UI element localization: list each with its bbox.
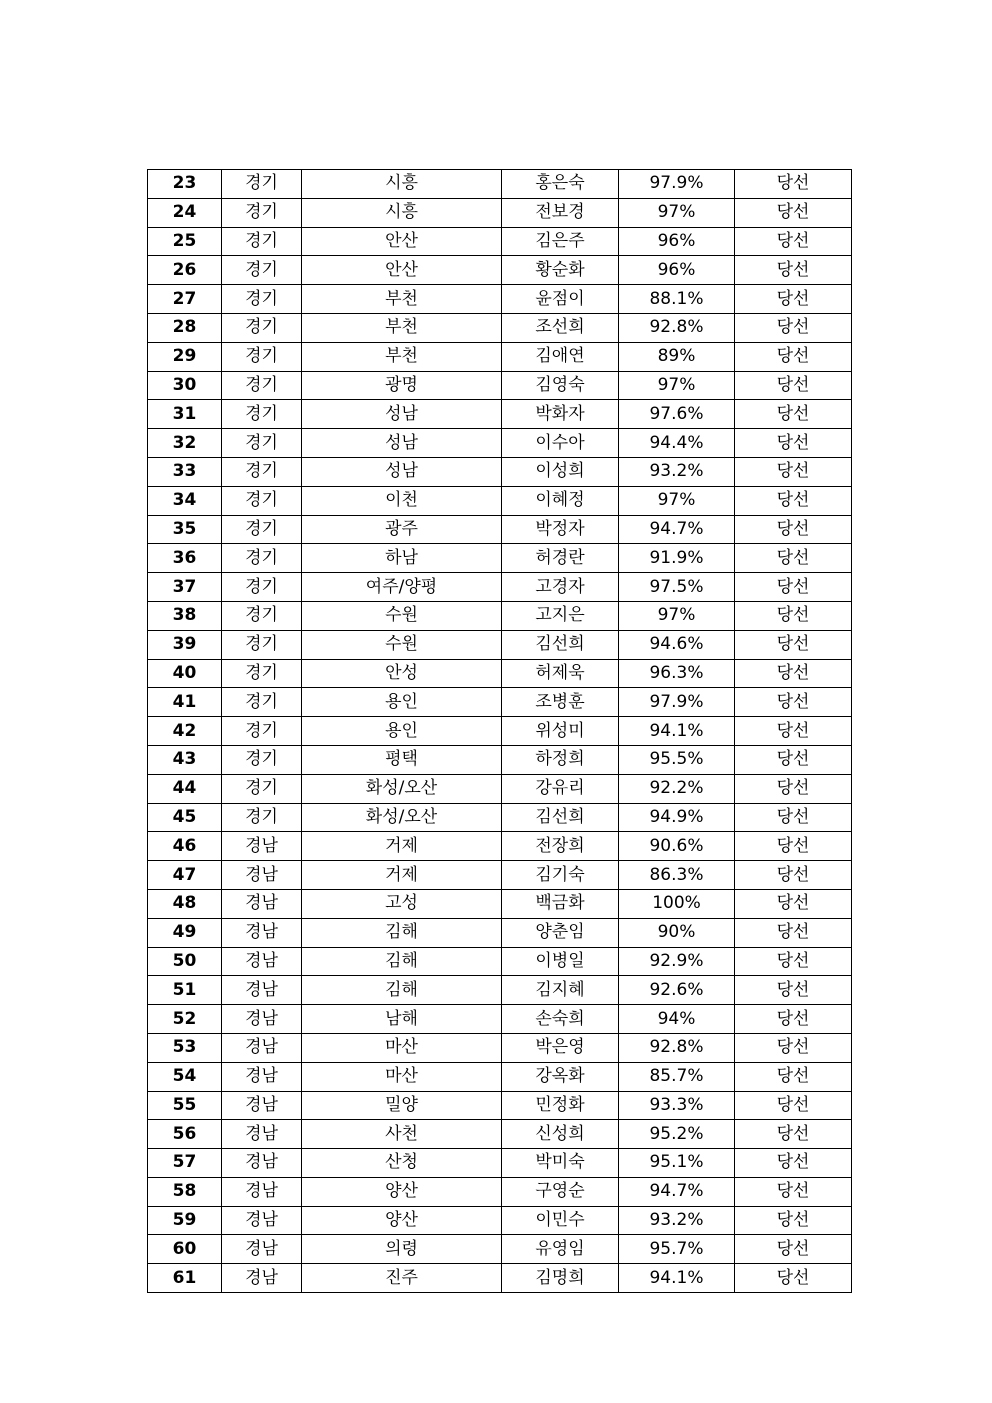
vote-rate-cell: 94% [619, 1005, 735, 1034]
row-number-cell: 27 [148, 285, 222, 314]
row-number-cell: 34 [148, 486, 222, 515]
province-cell: 경남 [222, 1062, 302, 1091]
region-cell: 부천 [302, 342, 502, 371]
region-cell: 부천 [302, 313, 502, 342]
result-cell: 당선 [735, 1206, 852, 1235]
vote-rate-cell: 90% [619, 918, 735, 947]
region-cell: 산청 [302, 1149, 502, 1178]
row-number-cell: 32 [148, 429, 222, 458]
province-cell: 경기 [222, 659, 302, 688]
result-cell: 당선 [735, 947, 852, 976]
row-number-cell: 42 [148, 717, 222, 746]
region-cell: 김해 [302, 976, 502, 1005]
vote-rate-cell: 97% [619, 198, 735, 227]
province-cell: 경기 [222, 429, 302, 458]
table-row [148, 400, 852, 429]
result-cell: 당선 [735, 889, 852, 918]
row-number-cell: 44 [148, 774, 222, 803]
vote-rate-cell: 96% [619, 227, 735, 256]
result-cell: 당선 [735, 1005, 852, 1034]
table-row [148, 659, 852, 688]
result-cell: 당선 [735, 313, 852, 342]
vote-rate-cell: 94.1% [619, 717, 735, 746]
row-number-cell: 24 [148, 198, 222, 227]
region-cell: 평택 [302, 745, 502, 774]
province-cell: 경기 [222, 573, 302, 602]
region-cell: 수원 [302, 601, 502, 630]
table-row [148, 313, 852, 342]
election-results-table [147, 169, 852, 1293]
table-row [148, 1206, 852, 1235]
result-cell: 당선 [735, 1120, 852, 1149]
row-number-cell: 28 [148, 313, 222, 342]
region-cell: 시흥 [302, 198, 502, 227]
row-number-cell: 38 [148, 601, 222, 630]
table-row [148, 371, 852, 400]
result-cell: 당선 [735, 256, 852, 285]
name-cell: 위성미 [502, 717, 619, 746]
name-cell: 신성희 [502, 1120, 619, 1149]
province-cell: 경기 [222, 688, 302, 717]
region-cell: 용인 [302, 688, 502, 717]
row-number-cell: 26 [148, 256, 222, 285]
row-number-cell: 33 [148, 457, 222, 486]
name-cell: 백금화 [502, 889, 619, 918]
result-cell: 당선 [735, 170, 852, 199]
vote-rate-cell: 93.2% [619, 457, 735, 486]
name-cell: 민정화 [502, 1091, 619, 1120]
region-cell: 하남 [302, 544, 502, 573]
province-cell: 경남 [222, 1120, 302, 1149]
province-cell: 경남 [222, 947, 302, 976]
results-table-body [148, 170, 852, 1293]
row-number-cell: 53 [148, 1033, 222, 1062]
vote-rate-cell: 95.5% [619, 745, 735, 774]
vote-rate-cell: 96.3% [619, 659, 735, 688]
region-cell: 의령 [302, 1235, 502, 1264]
row-number-cell: 51 [148, 976, 222, 1005]
name-cell: 김은주 [502, 227, 619, 256]
result-cell: 당선 [735, 486, 852, 515]
region-cell: 사천 [302, 1120, 502, 1149]
province-cell: 경기 [222, 745, 302, 774]
result-cell: 당선 [735, 515, 852, 544]
result-cell: 당선 [735, 371, 852, 400]
region-cell: 밀양 [302, 1091, 502, 1120]
row-number-cell: 52 [148, 1005, 222, 1034]
name-cell: 손숙희 [502, 1005, 619, 1034]
vote-rate-cell: 94.9% [619, 803, 735, 832]
table-row [148, 256, 852, 285]
province-cell: 경남 [222, 832, 302, 861]
province-cell: 경기 [222, 457, 302, 486]
result-cell: 당선 [735, 544, 852, 573]
table-row [148, 515, 852, 544]
name-cell: 조병훈 [502, 688, 619, 717]
province-cell: 경남 [222, 976, 302, 1005]
vote-rate-cell: 94.1% [619, 1264, 735, 1293]
vote-rate-cell: 97.6% [619, 400, 735, 429]
row-number-cell: 49 [148, 918, 222, 947]
name-cell: 고지은 [502, 601, 619, 630]
name-cell: 박정자 [502, 515, 619, 544]
region-cell: 성남 [302, 429, 502, 458]
row-number-cell: 30 [148, 371, 222, 400]
province-cell: 경남 [222, 889, 302, 918]
result-cell: 당선 [735, 400, 852, 429]
province-cell: 경기 [222, 227, 302, 256]
name-cell: 김선희 [502, 803, 619, 832]
province-cell: 경남 [222, 1149, 302, 1178]
table-row [148, 1091, 852, 1120]
row-number-cell: 36 [148, 544, 222, 573]
province-cell: 경기 [222, 285, 302, 314]
result-cell: 당선 [735, 1033, 852, 1062]
province-cell: 경남 [222, 1005, 302, 1034]
name-cell: 김명희 [502, 1264, 619, 1293]
name-cell: 홍은숙 [502, 170, 619, 199]
row-number-cell: 61 [148, 1264, 222, 1293]
table-row [148, 573, 852, 602]
row-number-cell: 43 [148, 745, 222, 774]
name-cell: 고경자 [502, 573, 619, 602]
vote-rate-cell: 97% [619, 601, 735, 630]
table-row [148, 832, 852, 861]
vote-rate-cell: 89% [619, 342, 735, 371]
region-cell: 마산 [302, 1033, 502, 1062]
table-row [148, 1177, 852, 1206]
province-cell: 경남 [222, 1033, 302, 1062]
region-cell: 진주 [302, 1264, 502, 1293]
result-cell: 당선 [735, 1062, 852, 1091]
vote-rate-cell: 91.9% [619, 544, 735, 573]
region-cell: 김해 [302, 947, 502, 976]
row-number-cell: 40 [148, 659, 222, 688]
table-row [148, 1120, 852, 1149]
table-row [148, 717, 852, 746]
result-cell: 당선 [735, 1264, 852, 1293]
region-cell: 마산 [302, 1062, 502, 1091]
vote-rate-cell: 94.6% [619, 630, 735, 659]
table-row [148, 429, 852, 458]
province-cell: 경기 [222, 313, 302, 342]
table-row [148, 601, 852, 630]
vote-rate-cell: 97.5% [619, 573, 735, 602]
table-row [148, 342, 852, 371]
table-row [148, 1033, 852, 1062]
vote-rate-cell: 94.4% [619, 429, 735, 458]
table-row [148, 1149, 852, 1178]
vote-rate-cell: 96% [619, 256, 735, 285]
region-cell: 안산 [302, 256, 502, 285]
table-row [148, 544, 852, 573]
name-cell: 구영순 [502, 1177, 619, 1206]
province-cell: 경기 [222, 803, 302, 832]
table-row [148, 803, 852, 832]
result-cell: 당선 [735, 832, 852, 861]
result-cell: 당선 [735, 227, 852, 256]
region-cell: 부천 [302, 285, 502, 314]
result-cell: 당선 [735, 717, 852, 746]
vote-rate-cell: 95.2% [619, 1120, 735, 1149]
row-number-cell: 60 [148, 1235, 222, 1264]
province-cell: 경기 [222, 774, 302, 803]
region-cell: 용인 [302, 717, 502, 746]
table-row [148, 774, 852, 803]
vote-rate-cell: 92.6% [619, 976, 735, 1005]
name-cell: 김기숙 [502, 861, 619, 890]
name-cell: 김선희 [502, 630, 619, 659]
row-number-cell: 57 [148, 1149, 222, 1178]
region-cell: 성남 [302, 457, 502, 486]
province-cell: 경기 [222, 486, 302, 515]
province-cell: 경기 [222, 170, 302, 199]
region-cell: 양산 [302, 1177, 502, 1206]
table-row [148, 889, 852, 918]
vote-rate-cell: 86.3% [619, 861, 735, 890]
result-cell: 당선 [735, 198, 852, 227]
result-cell: 당선 [735, 1177, 852, 1206]
result-cell: 당선 [735, 803, 852, 832]
name-cell: 이성희 [502, 457, 619, 486]
result-cell: 당선 [735, 601, 852, 630]
row-number-cell: 48 [148, 889, 222, 918]
result-cell: 당선 [735, 573, 852, 602]
row-number-cell: 39 [148, 630, 222, 659]
result-cell: 당선 [735, 457, 852, 486]
vote-rate-cell: 97% [619, 371, 735, 400]
name-cell: 김애연 [502, 342, 619, 371]
name-cell: 김지혜 [502, 976, 619, 1005]
name-cell: 유영임 [502, 1235, 619, 1264]
name-cell: 박화자 [502, 400, 619, 429]
row-number-cell: 45 [148, 803, 222, 832]
name-cell: 조선희 [502, 313, 619, 342]
result-cell: 당선 [735, 861, 852, 890]
name-cell: 김영숙 [502, 371, 619, 400]
province-cell: 경남 [222, 1177, 302, 1206]
vote-rate-cell: 92.9% [619, 947, 735, 976]
name-cell: 황순화 [502, 256, 619, 285]
result-cell: 당선 [735, 1149, 852, 1178]
vote-rate-cell: 92.8% [619, 313, 735, 342]
vote-rate-cell: 97% [619, 486, 735, 515]
row-number-cell: 50 [148, 947, 222, 976]
vote-rate-cell: 97.9% [619, 170, 735, 199]
region-cell: 남해 [302, 1005, 502, 1034]
row-number-cell: 23 [148, 170, 222, 199]
region-cell: 광주 [302, 515, 502, 544]
row-number-cell: 54 [148, 1062, 222, 1091]
province-cell: 경남 [222, 861, 302, 890]
region-cell: 이천 [302, 486, 502, 515]
province-cell: 경기 [222, 630, 302, 659]
region-cell: 성남 [302, 400, 502, 429]
row-number-cell: 37 [148, 573, 222, 602]
table-row [148, 861, 852, 890]
province-cell: 경기 [222, 515, 302, 544]
vote-rate-cell: 93.2% [619, 1206, 735, 1235]
name-cell: 윤점이 [502, 285, 619, 314]
vote-rate-cell: 92.8% [619, 1033, 735, 1062]
vote-rate-cell: 90.6% [619, 832, 735, 861]
region-cell: 김해 [302, 918, 502, 947]
vote-rate-cell: 100% [619, 889, 735, 918]
name-cell: 박미숙 [502, 1149, 619, 1178]
province-cell: 경남 [222, 918, 302, 947]
vote-rate-cell: 95.1% [619, 1149, 735, 1178]
result-cell: 당선 [735, 630, 852, 659]
vote-rate-cell: 94.7% [619, 515, 735, 544]
region-cell: 수원 [302, 630, 502, 659]
row-number-cell: 25 [148, 227, 222, 256]
result-cell: 당선 [735, 285, 852, 314]
row-number-cell: 58 [148, 1177, 222, 1206]
row-number-cell: 31 [148, 400, 222, 429]
vote-rate-cell: 95.7% [619, 1235, 735, 1264]
vote-rate-cell: 97.9% [619, 688, 735, 717]
region-cell: 시흥 [302, 170, 502, 199]
row-number-cell: 41 [148, 688, 222, 717]
row-number-cell: 29 [148, 342, 222, 371]
result-cell: 당선 [735, 659, 852, 688]
province-cell: 경기 [222, 717, 302, 746]
name-cell: 이혜정 [502, 486, 619, 515]
name-cell: 전보경 [502, 198, 619, 227]
region-cell: 고성 [302, 889, 502, 918]
table-row [148, 457, 852, 486]
vote-rate-cell: 92.2% [619, 774, 735, 803]
table-row [148, 947, 852, 976]
table-row [148, 630, 852, 659]
row-number-cell: 47 [148, 861, 222, 890]
province-cell: 경기 [222, 371, 302, 400]
region-cell: 양산 [302, 1206, 502, 1235]
province-cell: 경기 [222, 342, 302, 371]
table-row [148, 1235, 852, 1264]
result-cell: 당선 [735, 342, 852, 371]
name-cell: 허제욱 [502, 659, 619, 688]
result-cell: 당선 [735, 429, 852, 458]
row-number-cell: 59 [148, 1206, 222, 1235]
region-cell: 화성/오산 [302, 774, 502, 803]
table-row [148, 918, 852, 947]
region-cell: 거제 [302, 861, 502, 890]
name-cell: 양춘임 [502, 918, 619, 947]
province-cell: 경기 [222, 198, 302, 227]
vote-rate-cell: 93.3% [619, 1091, 735, 1120]
table-row [148, 170, 852, 199]
name-cell: 허경란 [502, 544, 619, 573]
result-cell: 당선 [735, 918, 852, 947]
province-cell: 경남 [222, 1235, 302, 1264]
row-number-cell: 56 [148, 1120, 222, 1149]
region-cell: 화성/오산 [302, 803, 502, 832]
province-cell: 경기 [222, 544, 302, 573]
table-row [148, 285, 852, 314]
table-row [148, 1005, 852, 1034]
vote-rate-cell: 94.7% [619, 1177, 735, 1206]
name-cell: 하정희 [502, 745, 619, 774]
table-row [148, 227, 852, 256]
province-cell: 경남 [222, 1264, 302, 1293]
row-number-cell: 35 [148, 515, 222, 544]
province-cell: 경남 [222, 1091, 302, 1120]
row-number-cell: 46 [148, 832, 222, 861]
result-cell: 당선 [735, 745, 852, 774]
result-cell: 당선 [735, 1091, 852, 1120]
province-cell: 경남 [222, 1206, 302, 1235]
result-cell: 당선 [735, 688, 852, 717]
province-cell: 경기 [222, 256, 302, 285]
result-cell: 당선 [735, 976, 852, 1005]
name-cell: 이병일 [502, 947, 619, 976]
table-row [148, 745, 852, 774]
name-cell: 박은영 [502, 1033, 619, 1062]
result-cell: 당선 [735, 1235, 852, 1264]
region-cell: 안성 [302, 659, 502, 688]
region-cell: 광명 [302, 371, 502, 400]
name-cell: 전장희 [502, 832, 619, 861]
vote-rate-cell: 88.1% [619, 285, 735, 314]
table-row [148, 1264, 852, 1293]
result-cell: 당선 [735, 774, 852, 803]
region-cell: 거제 [302, 832, 502, 861]
name-cell: 강옥화 [502, 1062, 619, 1091]
name-cell: 강유리 [502, 774, 619, 803]
table-row [148, 688, 852, 717]
name-cell: 이민수 [502, 1206, 619, 1235]
table-row [148, 486, 852, 515]
table-row [148, 1062, 852, 1091]
table-row [148, 198, 852, 227]
province-cell: 경기 [222, 400, 302, 429]
row-number-cell: 55 [148, 1091, 222, 1120]
name-cell: 이수아 [502, 429, 619, 458]
table-row [148, 976, 852, 1005]
region-cell: 안산 [302, 227, 502, 256]
region-cell: 여주/양평 [302, 573, 502, 602]
vote-rate-cell: 85.7% [619, 1062, 735, 1091]
province-cell: 경기 [222, 601, 302, 630]
